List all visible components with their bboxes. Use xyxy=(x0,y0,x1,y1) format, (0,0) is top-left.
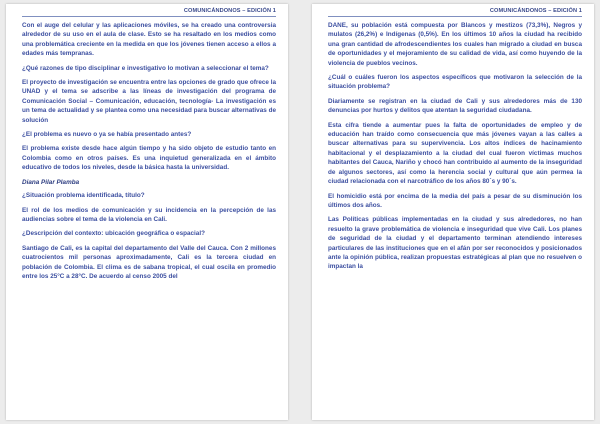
question-new-problem: ¿El problema es nuevo o ya se había presentado antes? xyxy=(22,131,192,139)
right-page-content xyxy=(328,21,582,272)
answer-new-problem: El problema existe desde hace algún tiempo y ha sido objeto de estudio tanto en Colombia como en otros países. Es una inquietud generalizada en el ámbito educativo de todos los niveles, desde la básica hasta la universidad. xyxy=(22,145,276,172)
answer-problem-title: El rol de los medios de comunicación y su incidencia en la percepción de las audiencias sobre el tema de la violencia en Cali. xyxy=(22,206,276,223)
question-reasons: ¿Qué razones de tipo disciplinar e investigativo lo motivan a seleccionar el tema? xyxy=(22,64,269,72)
running-header-left: COMUNICÁNDONOS – EDICIÓN 1 xyxy=(22,8,276,17)
right-page xyxy=(312,4,594,420)
public-policy-paragraph: Las Políticas públicas implementadas en la ciudad y sus alrededores, no han resuelto la grave problemática de violencia e inseguridad que vive Cali. Los planes de seguridad de la ciudad y el departamento terminan atendiendo intereses particulares de las instituciones que en el afán por ser reconocidos y posicionados ante la opinión pública, realizan propuestas estratégicas al plan que no resuelven o impactan la xyxy=(328,216,582,271)
question-problem-title: ¿Situación problema identificada, título? xyxy=(22,192,145,200)
homicide-paragraph: El homicidio está por encima de la media del país a pesar de su disminución los últimos dos años. xyxy=(328,192,582,209)
unemployment-paragraph: Esta cifra tiende a aumentar pues la falta de oportunidades de empleo y de educación han traído como consecuencia que más jóvenes vayan a las calles a buscar alternativas para su supervivencia. Los altos índices de hacinamiento habitacional y el desplazamiento a la ciudad del cual fueron víctimas muchos habitantes del Cauca, Nariño y chocó han contribuido al aumento de la inseguridad de algunos sectores, así como la herencia social y cultural que aún permea la ciudad relacionada con el narcotráfico de los años 80´s y 90´s. xyxy=(328,121,582,186)
population-paragraph: DANE, su población está compuesta por Blancos y mestizos (73,3%), Negros y mulatos (26,2%) e Indígenas (0,5%). En los últimos 10 años la ciudad ha recibido una gran cantidad de afrodescendientes los cuales han migrado a ciudad en busca de oportunidades y el mejoramiento de su calidad de vida, así como huyendo de la violencia de pueblos vecinos. xyxy=(328,22,582,67)
left-page-content xyxy=(22,21,276,281)
left-page xyxy=(6,4,288,420)
answer-context: Santiago de Cali, es la capital del departamento del Valle del Cauca. Con 2 millones cuatrocientos mil personas aproximadamente, Cali es la tercera ciudad en población de Colombia. El clima es de sabana tropical, el cual oscila en promedio entre los 25°C a 28°C. De acuerdo al censo 2005 del xyxy=(22,244,276,280)
running-header-right: COMUNICÁNDONOS – EDICIÓN 1 xyxy=(328,8,582,17)
answer-specific-aspects: Diariamente se registran en la ciudad de Cali y sus alrededores más de 130 denuncias por hurtos y delitos que atentan la seguridad ciudadana. xyxy=(328,97,582,115)
question-specific-aspects: ¿Cuál o cuáles fueron los aspectos específicos que motivaron la selección de la situación problema? xyxy=(328,74,582,91)
question-context: ¿Descripción del contexto: ubicación geográfica o espacial? xyxy=(22,230,205,238)
answer-reasons: El proyecto de investigación se encuentra entre las opciones de grado que ofrece la UNAD y el tema se adscribe a las líneas de investigación del programa de Comunicación Social – Comunicación, educación, tecnología- La investigación es un tema de actualidad y se plantea como una necesidad para buscar alternativas de solución xyxy=(22,79,276,124)
author-name: Diana Pilar Plamba xyxy=(22,178,80,186)
intro-paragraph: Con el auge del celular y las aplicaciones móviles, se ha creado una controversia alrededor de su uso en el aula de clase. Esto se ha resaltado en los medios como una problemática creciente en la medida en que los jóvenes tienen acceso a ellos a edades más tempranas. xyxy=(22,22,276,58)
